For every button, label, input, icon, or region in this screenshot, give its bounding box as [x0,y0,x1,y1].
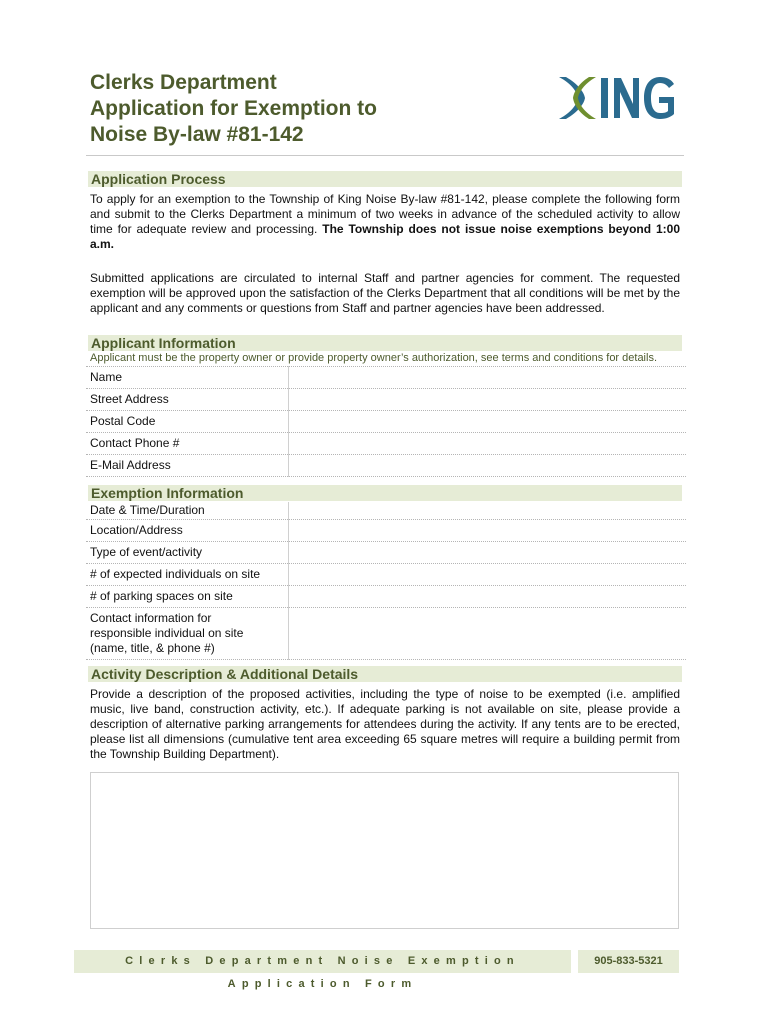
date-time-input[interactable] [289,502,687,520]
application-process-paragraph-1 [90,192,680,252]
contact-phone-input[interactable] [289,433,687,455]
name-input[interactable] [289,367,687,389]
form-row-expected-individuals [86,564,686,586]
field-label-contact-phone: Contact Phone # [86,433,289,455]
field-label-parking-spaces: # of parking spaces on site [86,586,289,608]
field-label-location: Location/Address [86,520,289,542]
no-exemption-warning: The Township does not issue noise exemptions beyond 1:00 a.m. [90,222,680,251]
location-input[interactable] [289,520,687,542]
event-type-input[interactable] [289,542,687,564]
field-label-expected-individuals: # of expected individuals on site [86,564,289,586]
postal-code-input[interactable] [289,411,687,433]
form-row-contact-phone [86,433,686,455]
expected-individuals-input[interactable] [289,564,687,586]
application-process-text: To apply for an exemption to the Township of King Noise By-law #81-142, please complete the following form and submit to the Clerks Department a minimum of two weeks in advance of the scheduled activity to allow time for adequate review and processing. [90,192,680,236]
contact-information-input[interactable] [289,608,687,660]
form-row-location [86,520,686,542]
form-row-postal-code [86,411,686,433]
field-label-postal-code: Postal Code [86,411,289,433]
parking-spaces-input[interactable] [289,586,687,608]
section-heading-application-process: Application Process [88,171,682,187]
form-row-date-time [86,502,686,520]
application-process-paragraph-2: Submitted applications are circulated to internal Staff and partner agencies for comment. The requested exemption will be approved upon the satisfaction of the Clerks Department that all conditions will be met by the applicant and any comments or questions from Staff and partner agencies have been addressed. [90,271,680,315]
field-label-email: E-Mail Address [86,455,289,477]
field-label-date-time: Date & Time/Duration [86,502,289,520]
section-heading-exemption-information: Exemption Information [88,485,682,501]
title-line-3: Noise By-law #81-142 [90,123,304,146]
field-label-event-type: Type of event/activity [86,542,289,564]
footer-phone-number: 905-833-5321 [578,950,679,973]
form-row-event-type [86,542,686,564]
street-address-input[interactable] [289,389,687,411]
field-label-street-address: Street Address [86,389,289,411]
king-township-logo [556,74,676,122]
form-row-street-address [86,389,686,411]
section-heading-activity-description: Activity Description & Additional Details [88,666,682,682]
title-line-1: Clerks Department [90,71,277,94]
activity-description-textarea[interactable] [90,772,679,929]
applicant-note: Applicant must be the property owner or provide property owner’s authorization, see terms and conditions for details. [90,352,658,364]
footer-form-name: Clerks Department Noise Exemption Application Form [74,950,571,973]
form-row-email [86,455,686,477]
section-heading-applicant-information: Applicant Information [88,335,682,351]
field-label-name: Name [86,367,289,389]
activity-description-instructions: Provide a description of the proposed activities, including the type of noise to be exempted (i.e. amplified music, live band, construction activity, etc.). If adequate parking is not available on site, please provide a description of alternative parking arrangements for attendees during the activity. If any tents are to be erected, please list all dimensions (cumulative tent area exceeding 65 square metres will require a building permit from the Township Building Department). [90,687,680,761]
field-label-contact-information: Contact information for responsible individual on site (name, title, & phone #) [86,608,289,660]
header-divider [86,155,684,156]
form-row-contact-information [86,608,686,660]
applicant-information-table [86,366,686,477]
form-row-name [86,367,686,389]
exemption-information-table [86,502,686,660]
title-line-2: Application for Exemption to [90,97,377,120]
form-row-parking-spaces [86,586,686,608]
email-input[interactable] [289,455,687,477]
